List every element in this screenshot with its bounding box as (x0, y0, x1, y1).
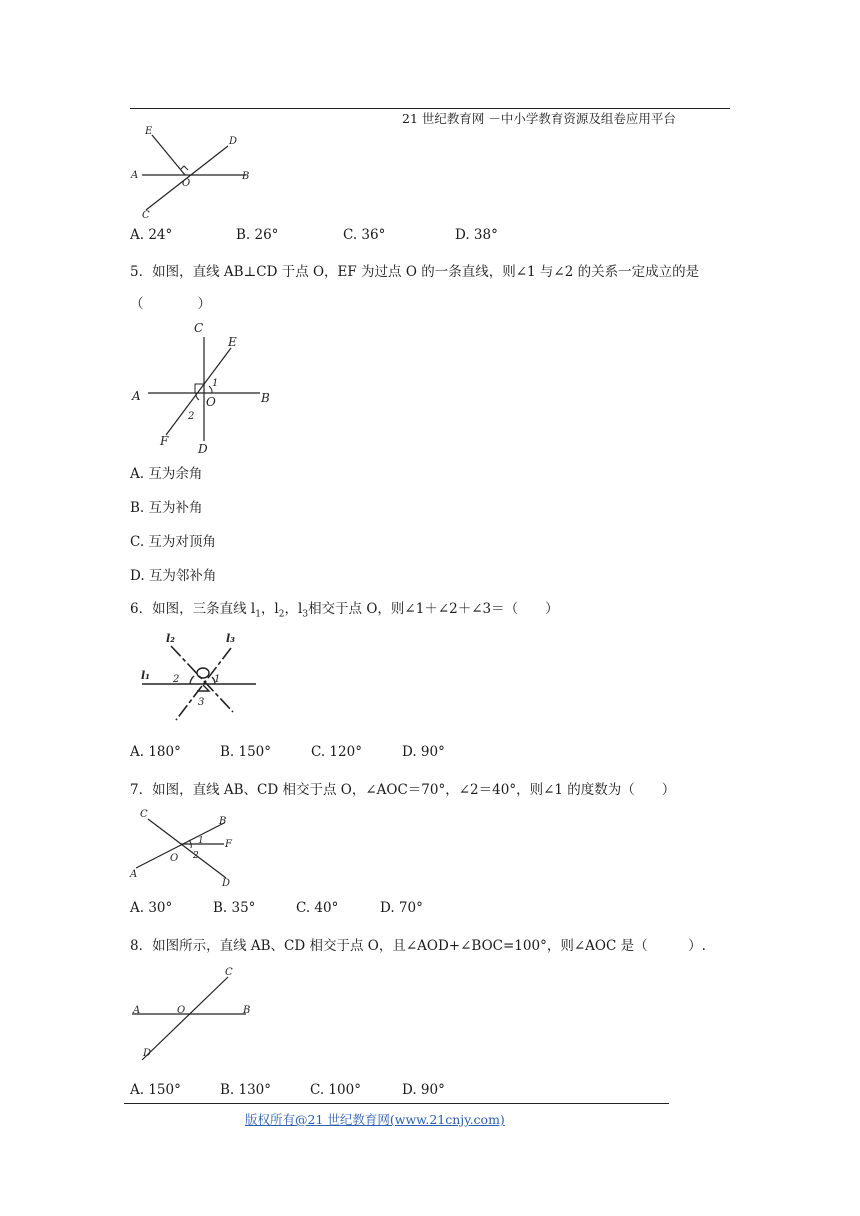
q6-figure (138, 628, 263, 723)
q5-label-d: D (198, 442, 208, 455)
footer-rule (124, 1103, 669, 1104)
q6-text-sep-1: ，l (260, 601, 279, 617)
q8-label-a: A (133, 1005, 141, 1016)
q8-question-text: 8．如图所示，直线 AB、CD 相交于点 O，且∠AOD+∠BOC=100°，则∠AOC 是（ ）. (130, 938, 706, 954)
q7-label-f: F (225, 839, 232, 850)
header-site-name: 21 世纪教育网 －中小学教育资源及组卷应用平台 (402, 111, 676, 126)
q6-text-end: 相交于点 O，则∠1＋∠2＋∠3＝（ ） (308, 601, 559, 617)
q7-figure (128, 803, 248, 893)
q4-option-c: C. 36° (343, 227, 386, 243)
q6-subscript-1: 1 (255, 609, 261, 620)
q5-figure (128, 315, 278, 455)
q4-right-angle-mark (181, 166, 188, 170)
q4-option-d: D. 38° (455, 227, 498, 243)
q8-label-c: C (225, 967, 233, 978)
q4-label-a: A (131, 170, 139, 181)
q4-option-a: A. 24° (130, 227, 173, 243)
q6-angle-2-arc (190, 676, 194, 684)
q5-option-a: A. 互为余角 (130, 466, 203, 482)
q5-question-text: 5．如图，直线 AB⊥CD 于点 O，EF 为过点 O 的一条直线，则∠1 与∠2 的关系一定成立的是 (130, 264, 700, 280)
q8-option-b: B. 130° (220, 1082, 272, 1098)
q7-label-a: A (130, 869, 138, 880)
q6-option-b: B. 150° (220, 744, 272, 760)
q6-subscript-2: 2 (278, 609, 285, 620)
q8-option-c: C. 100° (310, 1082, 361, 1098)
q6-subscript-3: 3 (302, 609, 309, 620)
q4-figure (128, 122, 268, 222)
q5-option-c: C. 互为对顶角 (130, 534, 216, 550)
q5-label-b: B (261, 391, 270, 405)
q4-option-b: B. 26° (236, 227, 279, 243)
q4-ray-oe (152, 135, 185, 175)
q8-label-b: B (243, 1005, 251, 1016)
q4-label-b: B (242, 171, 250, 182)
q6-label-l3: l₃ (226, 632, 235, 645)
q4-label-d: D (229, 136, 238, 147)
q6-option-a: A. 180° (130, 744, 181, 760)
q5-option-d: D. 互为邻补角 (130, 568, 217, 584)
q5-label-angle-2: 2 (188, 411, 195, 422)
q4-label-c: C (142, 210, 150, 221)
q5-line-ef (166, 348, 231, 435)
q6-option-c: C. 120° (311, 744, 362, 760)
q8-option-d: D. 90° (402, 1082, 445, 1098)
q7-option-d: D. 70° (380, 900, 423, 916)
q7-label-b: B (219, 816, 227, 827)
q4-label-e: E (145, 126, 153, 137)
q6-question-text (130, 597, 559, 620)
q6-option-d: D. 90° (402, 744, 445, 760)
q5-label-c: C (194, 321, 204, 335)
q5-answer-blank: （ ） (130, 296, 211, 312)
q6-label-l2: l₂ (166, 632, 175, 645)
q8-figure (128, 963, 258, 1063)
q6-text-sep-2: ，l (284, 601, 303, 617)
q7-label-c: C (140, 809, 148, 820)
q8-line-cd (142, 977, 228, 1060)
footer-copyright-link[interactable]: 版权所有@21 世纪教育网(www.21cnjy.com) (245, 1112, 505, 1127)
q6-label-angle-2: 2 (173, 674, 180, 685)
q7-option-a: A. 30° (130, 900, 173, 916)
q5-option-b: B. 互为补角 (130, 500, 203, 516)
q5-label-o: O (206, 395, 216, 409)
q7-option-c: C. 40° (296, 900, 339, 916)
q7-option-b: B. 35° (213, 900, 256, 916)
q6-label-angle-1: 1 (214, 674, 221, 685)
q5-label-angle-1: 1 (212, 378, 219, 389)
q5-angle-2-arc (196, 393, 199, 400)
q7-label-angle-2: 2 (193, 851, 199, 861)
q5-label-f: F (160, 434, 169, 448)
q8-label-o: O (177, 1005, 186, 1016)
q7-label-angle-1: 1 (198, 836, 204, 846)
q7-label-d: D (222, 878, 231, 889)
q5-label-e: E (228, 335, 237, 349)
q7-label-o: O (170, 853, 179, 864)
q7-question-text: 7．如图，直线 AB、CD 相交于点 O，∠AOC＝70°，∠2＝40°，则∠1 的度数为（ ） (130, 782, 676, 798)
q6-label-angle-3: 3 (198, 697, 205, 708)
q8-label-d: D (143, 1048, 152, 1059)
q6-text-start: 6．如图，三条直线 l (130, 601, 256, 617)
q6-angle-top-arc (197, 668, 209, 678)
q8-option-a: A. 150° (130, 1082, 181, 1098)
q5-label-a: A (132, 389, 141, 403)
q4-label-o: O (182, 178, 191, 189)
q6-label-l1: l₁ (141, 669, 150, 682)
q7-line-ab (136, 823, 224, 868)
